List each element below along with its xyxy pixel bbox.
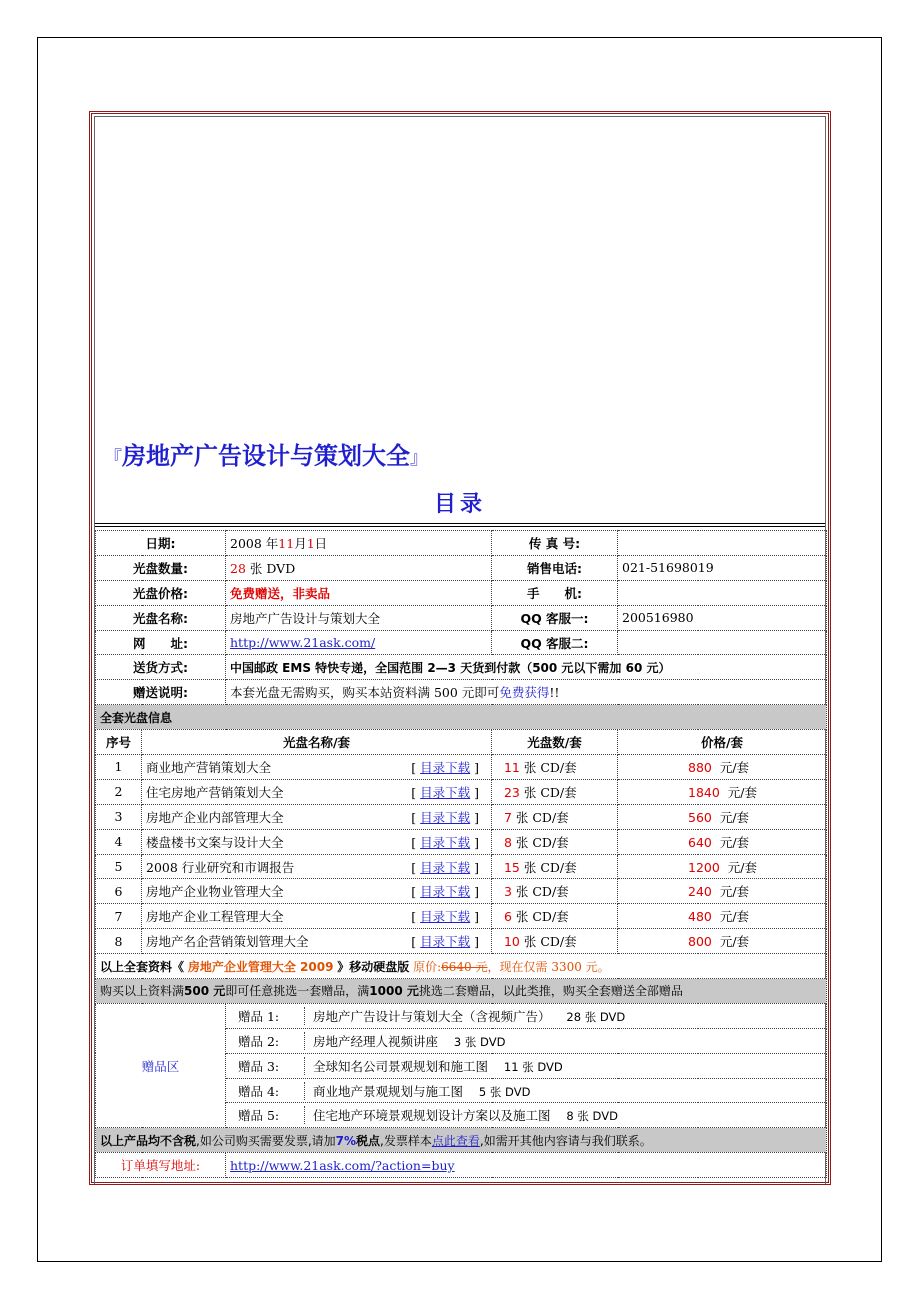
disc-row — [96, 854, 827, 879]
info-row-date — [96, 531, 827, 556]
disc-name-cell: 房地产名企营销策划管理大全 [ 目录下载 ] — [142, 929, 492, 954]
hdd-edition-name[interactable]: 房地产企业管理大全 2009 — [187, 959, 334, 974]
disc-price-cell: 560 元/套 — [618, 804, 827, 829]
disc-count: 7 — [503, 809, 512, 825]
gift-intro-row — [96, 979, 827, 1004]
gift-item — [226, 1078, 827, 1103]
disc-name-cell: 2008 行业研究和市调报告 [ 目录下载 ] — [142, 854, 492, 879]
date-value: 2008 年11月1日 — [226, 531, 492, 556]
disc-name: 房地产名企营销策划管理大全 — [146, 934, 309, 950]
disc-name: 2008 行业研究和市调报告 — [146, 859, 295, 875]
ship-value: 中国邮政 EMS 特快专递，全国范围 2—3 天货到付款（500 元以下需加 60 元） — [226, 655, 827, 680]
full-set-header-row — [96, 705, 827, 730]
price-label: 光盘价格: — [96, 580, 226, 605]
disc-row — [96, 829, 827, 854]
disc-price: 560 — [688, 809, 712, 825]
gift-item-name: 房地产经理人视频讲座 — [313, 1033, 439, 1049]
gift-item-label: 赠品 4: — [230, 1082, 305, 1100]
col-no: 序号 — [96, 730, 142, 755]
disc-count: 6 — [503, 909, 512, 925]
disc-no: 6 — [96, 879, 142, 904]
disc-count-cell: 23 张 CD/套 — [492, 779, 618, 804]
col-name: 光盘名称/套 — [142, 730, 492, 755]
disc-count: 23 — [503, 784, 520, 800]
qq1-value: 200516980 — [618, 605, 827, 630]
catalog-table — [95, 530, 827, 1178]
full-set-col-headers — [96, 730, 827, 755]
disc-name-cell: 楼盘楼书文案与设计大全 [ 目录下载 ] — [142, 829, 492, 854]
disc-price-cell: 880 元/套 — [618, 755, 827, 780]
disc-count: 15 — [503, 859, 520, 875]
gift-item-name: 商业地产景观规划与施工图 — [313, 1083, 464, 1099]
mobile-value — [618, 580, 827, 605]
catalog-download-link[interactable]: 目录下载 — [420, 909, 471, 925]
disc-no: 7 — [96, 904, 142, 929]
gift-item-label: 赠品 2: — [230, 1032, 305, 1050]
gift-item-label: 赠品 5: — [230, 1106, 305, 1124]
catalog-download-link[interactable]: 目录下载 — [420, 809, 471, 825]
disc-name: 房地产企业内部管理大全 — [146, 809, 284, 825]
original-price: 6640 元 — [441, 959, 488, 974]
tax-note: 以上产品均不含税,如公司购买需要发票,请加7%税点,发票样本点此查看,如需开其他内容请与我们联系。 — [96, 1128, 827, 1153]
disc-price-cell: 1200 元/套 — [618, 854, 827, 879]
disc-count: 10 — [503, 934, 520, 950]
sales-phone-value: 021-51698019 — [618, 555, 827, 580]
disc-price: 800 — [688, 934, 712, 950]
disc-row — [96, 755, 827, 780]
site-link[interactable]: http://www.21ask.com/ — [230, 635, 376, 650]
gift-item — [226, 1003, 827, 1028]
disc-no: 8 — [96, 929, 142, 954]
disc-no: 3 — [96, 804, 142, 829]
mobile-label: 手 机: — [492, 580, 618, 605]
date-label: 日期: — [96, 531, 226, 556]
gift-zone-label: 赠品区 — [96, 1003, 226, 1127]
title-open-bracket: 『 — [104, 448, 122, 469]
name-label: 光盘名称: — [96, 605, 226, 630]
qq1-label: QQ 客服一: — [492, 605, 618, 630]
free-get-link[interactable]: 免费获得 — [499, 685, 550, 701]
disc-row — [96, 904, 827, 929]
gift-intro: 购买以上资料满500 元即可任意挑选一套赠品，满1000 元挑选二套赠品，以此类推，购买全套赠送全部赠品 — [96, 979, 827, 1004]
disc-count-cell: 6 张 CD/套 — [492, 904, 618, 929]
disc-count-cell: 8 张 CD/套 — [492, 829, 618, 854]
ship-label: 送货方式: — [96, 655, 226, 680]
disc-count: 3 — [503, 884, 512, 900]
order-link[interactable]: http://www.21ask.com/?action=buy — [230, 1157, 455, 1173]
disc-name: 房地产企业物业管理大全 — [146, 884, 284, 900]
info-row-count — [96, 555, 827, 580]
doc-subtitle: 目录 — [433, 492, 486, 517]
order-cell — [226, 1153, 827, 1178]
info-row-price — [96, 580, 827, 605]
info-row-name — [96, 605, 827, 630]
qq2-value — [618, 630, 827, 655]
info-row-ship — [96, 655, 827, 680]
disc-price: 880 — [688, 759, 712, 775]
info-row-gift — [96, 680, 827, 705]
disc-price-cell: 1840 元/套 — [618, 779, 827, 804]
fax-label: 传 真 号: — [492, 531, 618, 556]
disc-name-cell: 商业地产营销策划大全 [ 目录下载 ] — [142, 755, 492, 780]
gift-label: 赠送说明: — [96, 680, 226, 705]
site-label: 网 址: — [96, 630, 226, 655]
fax-value — [618, 531, 827, 556]
disc-price-cell: 800 元/套 — [618, 929, 827, 954]
full-set-summary-row — [96, 954, 827, 979]
disc-name: 商业地产营销策划大全 — [146, 759, 272, 775]
col-price: 价格/套 — [618, 730, 827, 755]
disc-price: 1840 — [688, 784, 720, 800]
tax-row — [96, 1128, 827, 1153]
price-value: 免费赠送，非卖品 — [226, 580, 492, 605]
order-label: 订单填写地址: — [96, 1153, 226, 1178]
disc-name-cell: 住宅房地产营销策划大全 [ 目录下载 ] — [142, 779, 492, 804]
info-row-site — [96, 630, 827, 655]
disc-row — [96, 804, 827, 829]
gift-item-label: 赠品 3: — [230, 1057, 305, 1075]
gift-item — [226, 1053, 827, 1078]
doc-title — [104, 436, 428, 471]
name-value: 房地产广告设计与策划大全 — [226, 605, 492, 630]
gift-item — [226, 1028, 827, 1053]
catalog-download-link[interactable]: 目录下载 — [420, 934, 471, 950]
gift-item-name: 全球知名公司景观规划和施工图 — [313, 1058, 489, 1074]
sales-phone-label: 销售电话: — [492, 555, 618, 580]
catalog-download-link[interactable]: 目录下载 — [420, 784, 471, 800]
gift-row — [96, 1003, 827, 1028]
disc-no: 1 — [96, 755, 142, 780]
disc-name-cell: 房地产企业工程管理大全 [ 目录下载 ] — [142, 904, 492, 929]
disc-name: 房地产企业工程管理大全 — [146, 909, 284, 925]
gift-item — [226, 1103, 827, 1128]
catalog-download-link[interactable]: 目录下载 — [420, 859, 471, 875]
gift-item-count: 11 张 DVD — [503, 1059, 563, 1074]
gift-item-name: 住宅地产环境景观规划设计方案以及施工图 — [313, 1108, 551, 1124]
disc-price: 640 — [688, 834, 712, 850]
disc-count: 8 — [503, 834, 512, 850]
disc-count-cell: 10 张 CD/套 — [492, 929, 618, 954]
disc-row — [96, 879, 827, 904]
qq2-label: QQ 客服二: — [492, 630, 618, 655]
title-text: 房地产广告设计与策划大全 — [122, 442, 410, 470]
disc-price: 1200 — [688, 859, 720, 875]
full-set-summary: 以上全套资料《 房地产企业管理大全 2009 》移动硬盘版 原价:6640 元，现在仅需 3300 元。 — [96, 954, 827, 979]
gift-item-label: 赠品 1: — [230, 1007, 305, 1025]
disc-name: 住宅房地产营销策划大全 — [146, 784, 284, 800]
gift-note: 本套光盘无需购买，购买本站资料满 500 元即可免费获得!! — [226, 680, 827, 705]
gift-item-count: 5 张 DVD — [478, 1084, 531, 1099]
disc-count-cell: 15 张 CD/套 — [492, 854, 618, 879]
order-row — [96, 1153, 827, 1178]
disc-row — [96, 929, 827, 954]
catalog-download-link[interactable]: 目录下载 — [420, 759, 471, 775]
disc-no: 2 — [96, 779, 142, 804]
divider — [95, 523, 825, 527]
disc-no: 5 — [96, 854, 142, 879]
disc-price-cell: 240 元/套 — [618, 879, 827, 904]
title-close-bracket: 』 — [410, 448, 428, 469]
disc-count: 11 — [503, 759, 520, 775]
gift-item-count: 3 张 DVD — [453, 1034, 506, 1049]
full-set-header: 全套光盘信息 — [96, 705, 827, 730]
disc-count-value: 28 张 DVD — [226, 555, 492, 580]
gift-item-count: 28 张 DVD — [566, 1009, 626, 1024]
disc-count-cell: 11 张 CD/套 — [492, 755, 618, 780]
disc-row — [96, 779, 827, 804]
disc-name-cell: 房地产企业物业管理大全 [ 目录下载 ] — [142, 879, 492, 904]
disc-no: 4 — [96, 829, 142, 854]
catalog-download-link[interactable]: 目录下载 — [420, 834, 471, 850]
disc-count-cell: 7 张 CD/套 — [492, 804, 618, 829]
disc-price-cell: 640 元/套 — [618, 829, 827, 854]
gift-item-count: 8 张 DVD — [566, 1109, 618, 1124]
disc-price-cell: 480 元/套 — [618, 904, 827, 929]
disc-price: 480 — [688, 909, 712, 925]
invoice-sample-link[interactable]: 点此查看 — [431, 1133, 480, 1148]
disc-name: 楼盘楼书文案与设计大全 — [146, 834, 284, 850]
site-cell — [226, 630, 492, 655]
disc-count-label: 光盘数量: — [96, 555, 226, 580]
gift-item-name: 房地产广告设计与策划大全（含视频广告） — [313, 1008, 551, 1024]
disc-name-cell: 房地产企业内部管理大全 [ 目录下载 ] — [142, 804, 492, 829]
catalog-download-link[interactable]: 目录下载 — [420, 884, 471, 900]
col-count: 光盘数/套 — [492, 730, 618, 755]
disc-price: 240 — [688, 884, 712, 900]
disc-count-cell: 3 张 CD/套 — [492, 879, 618, 904]
